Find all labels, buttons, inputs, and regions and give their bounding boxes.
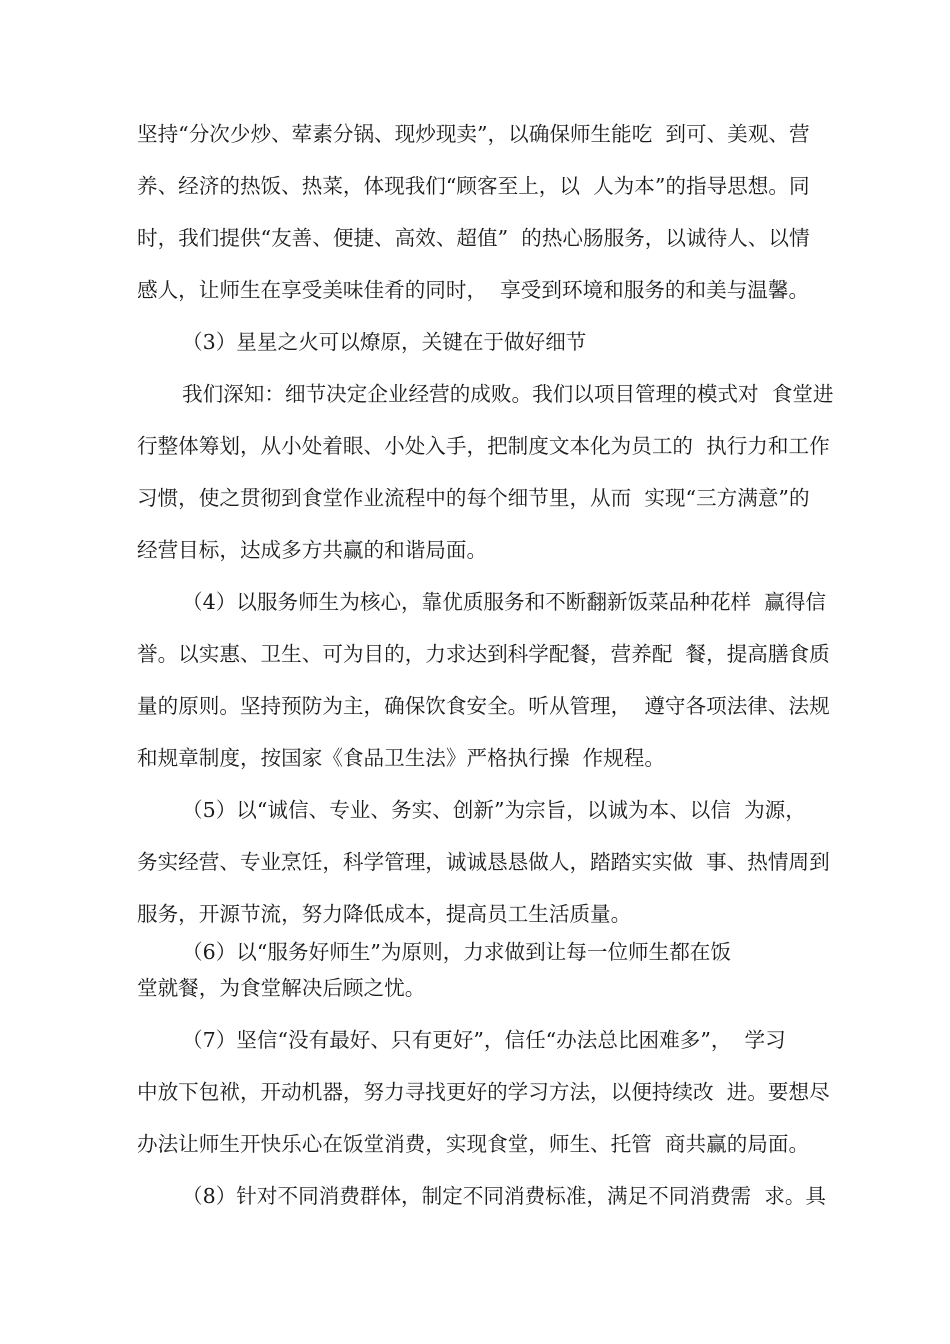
paragraph-7-line-1: （7）坚信“没有最好、只有更好”，信任“办法总比困难多”， 学习 <box>182 1028 786 1052</box>
paragraph-2-line-3: 时，我们提供“友善、便捷、高效、超值” 的热心肠服务，以诚待人、以情 <box>137 226 810 250</box>
paragraph-7-line-3: 办法让师生开快乐心在饭堂消费，实现食堂，师生、托管 商共赢的局面。 <box>137 1132 810 1156</box>
paragraph-2-line-2: 养、经济的热饭、热菜，体现我们“顾客至上，以 人为本”的指导思想。同 <box>137 174 810 198</box>
paragraph-5-line-2: 务实经营、专业烹饪，科学管理，诚诚恳恳做人，踏踏实实做 事、热情周到 <box>137 850 830 874</box>
paragraph-6-line-2: 堂就餐，为食堂解决后顾之忧。 <box>137 976 426 1000</box>
section-heading-3: （3）星星之火可以燎原，关键在于做好细节 <box>182 330 587 354</box>
paragraph-2-line-1: 坚持“分次少炒、荤素分锅、现炒现卖”，以确保师生能吃 到可、美观、营 <box>137 122 810 146</box>
paragraph-4-line-3: 量的原则。坚持预防为主，确保饮食安全。听从管理， 遵守各项法律、法规 <box>137 694 830 718</box>
paragraph-3-line-2: 行整体筹划，从小处着眼、小处入手，把制度文本化为员工的 执行力和工作 <box>137 434 830 458</box>
paragraph-4-line-4: 和规章制度，按国家《食品卫生法》严格执行操 作规程。 <box>137 746 665 770</box>
paragraph-3-line-3: 习惯，使之贯彻到食堂作业流程中的每个细节里，从而 实现“三方满意”的 <box>137 486 810 510</box>
paragraph-5-line-3: 服务，开源节流，努力降低成本，提高员工生活质量。 <box>137 902 632 926</box>
paragraph-8-line-1: （8）针对不同消费群体，制定不同消费标准，满足不同消费需 求。具 <box>182 1184 827 1208</box>
paragraph-2-line-4: 感人，让师生在享受美味佳肴的同时， 享受到环境和服务的和美与温馨。 <box>137 278 810 302</box>
paragraph-3-line-4: 经营目标，达成多方共赢的和谐局面。 <box>137 538 488 562</box>
paragraph-4-line-1: （4）以服务师生为核心，靠优质服务和不断翻新饭菜品种花样 赢得信 <box>182 590 827 614</box>
paragraph-4-line-2: 誉。以实惠、卫生、可为目的，力求达到科学配餐，营养配 餐，提高膳食质 <box>137 642 830 666</box>
paragraph-6-line-1: （6）以“服务好师生”为原则，力求做到让每一位师生都在饭 <box>182 940 731 964</box>
paragraph-5-line-1: （5）以“诚信、专业、务实、创新”为宗旨，以诚为本、以信 为源， <box>182 798 806 822</box>
paragraph-7-line-2: 中放下包袱，开动机器，努力寻找更好的学习方法，以便持续改 进。要想尽 <box>137 1080 830 1104</box>
paragraph-3-line-1: 我们深知：细节决定企业经营的成败。我们以项目管理的模式对 食堂进 <box>182 382 834 406</box>
